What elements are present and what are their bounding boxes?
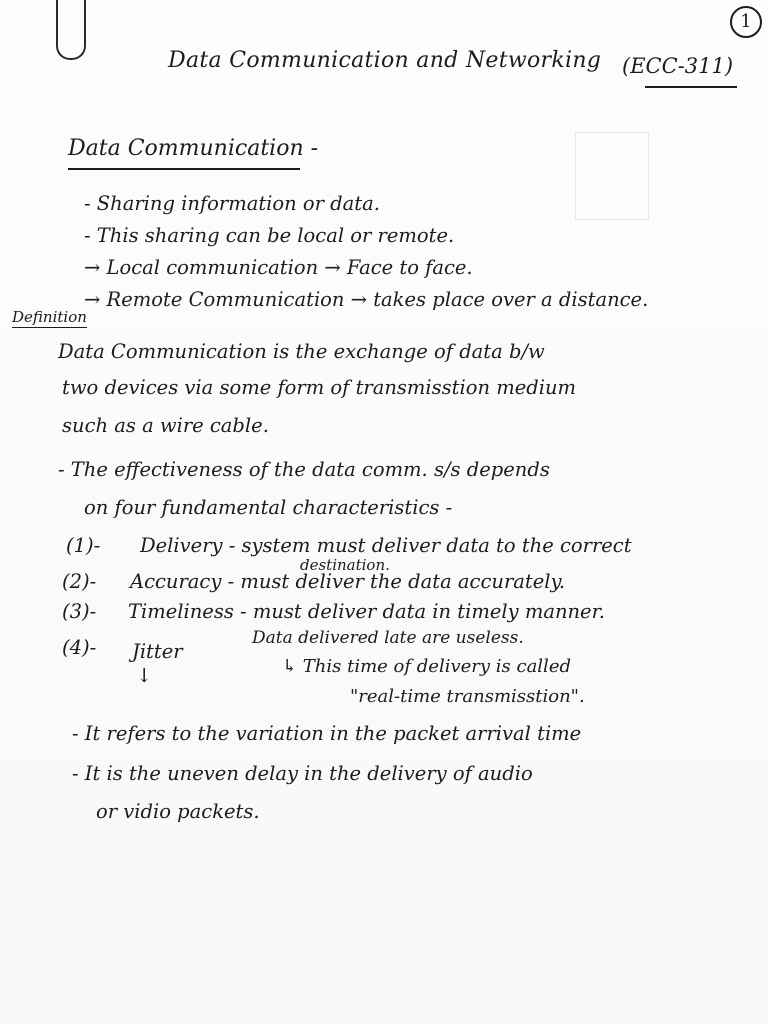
definition-line: two devices via some form of transmisstion medium: [62, 376, 577, 399]
definition-label: Definition: [12, 308, 87, 326]
bullet-line: - Sharing information or data.: [84, 192, 380, 215]
jitter-note-sub2: "real-time transmisstion".: [350, 686, 585, 707]
characteristic-accuracy: Accuracy - must deliver the data accurately.: [130, 570, 566, 593]
course-code: (ECC-311): [622, 54, 734, 78]
effectiveness-line: - The effectiveness of the data comm. s/s depends: [58, 458, 550, 481]
page-number: 1: [730, 6, 762, 38]
section-heading-underline: [68, 168, 300, 170]
section-heading: Data Communication -: [68, 136, 319, 161]
characteristic-number: (4)-: [62, 636, 97, 659]
faint-stamp-mark: [575, 132, 649, 220]
down-arrow-icon: ↓: [136, 664, 153, 687]
jitter-line: - It is the uneven delay in the delivery of audio: [72, 762, 533, 785]
bullet-line: → Remote Communication → takes place over a distance.: [84, 288, 649, 311]
characteristic-number: (2)-: [62, 570, 97, 593]
jitter-note: Data delivered late are useless.: [252, 628, 524, 648]
binder-clip-mark: [56, 0, 86, 60]
bullet-line: - This sharing can be local or remote.: [84, 224, 455, 247]
characteristic-jitter: Jitter: [132, 640, 183, 663]
effectiveness-line: on four fundamental characteristics -: [84, 496, 453, 519]
characteristic-delivery: Delivery - system must deliver data to the correct: [140, 534, 632, 557]
bullet-line: → Local communication → Face to face.: [84, 256, 473, 279]
jitter-line: or vidio packets.: [96, 800, 260, 823]
jitter-note-sub: ↳ This time of delivery is called: [282, 656, 571, 677]
characteristic-number: (3)-: [62, 600, 97, 623]
definition-line: such as a wire cable.: [62, 414, 269, 437]
course-code-underline: [645, 86, 737, 88]
definition-line: Data Communication is the exchange of data b/w: [58, 340, 545, 363]
jitter-line: - It refers to the variation in the packet arrival time: [72, 722, 582, 745]
characteristic-number: (1)-: [66, 534, 101, 557]
characteristic-delivery-sub: destination.: [300, 556, 390, 574]
characteristic-timeliness: Timeliness - must deliver data in timely manner.: [128, 600, 605, 623]
page-title: Data Communication and Networking: [168, 48, 602, 73]
